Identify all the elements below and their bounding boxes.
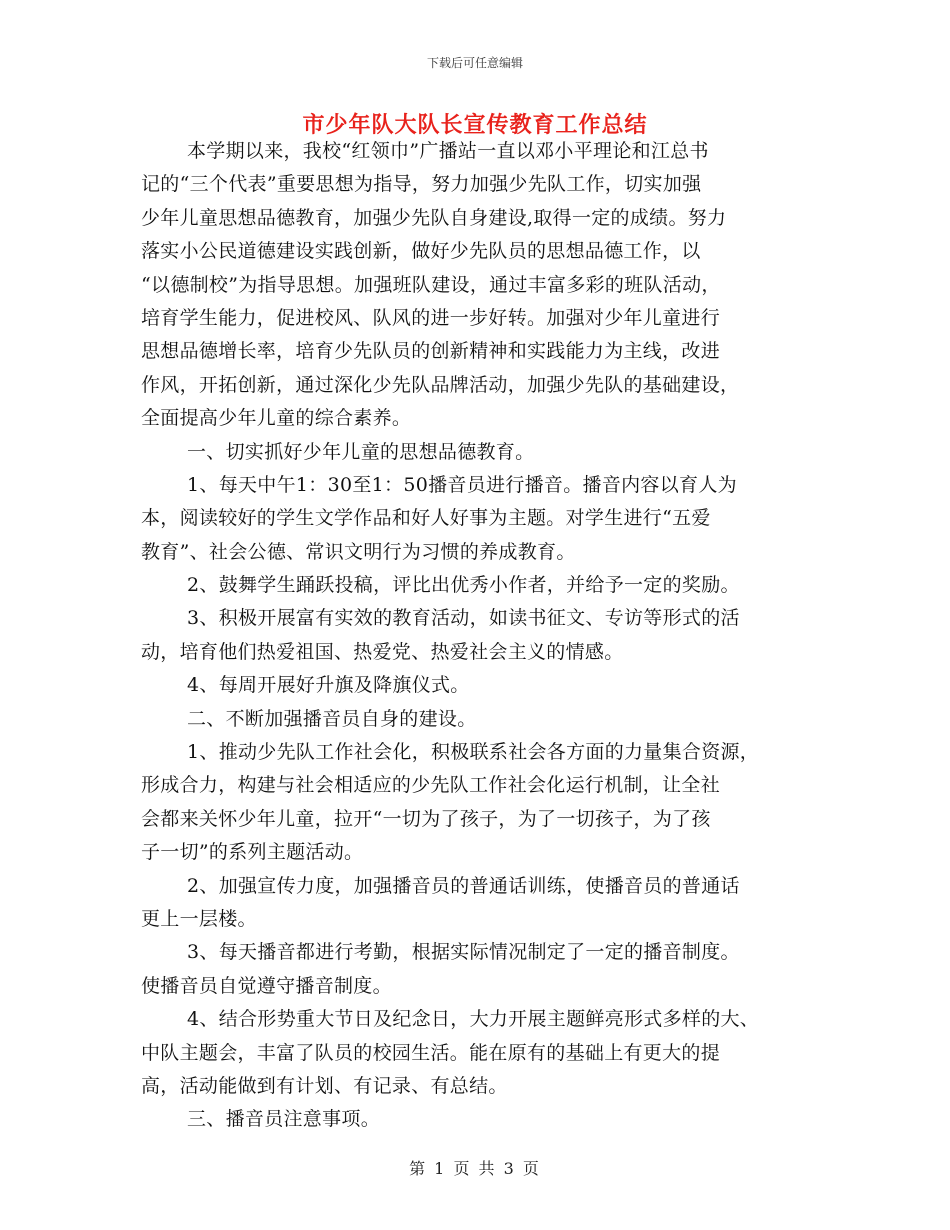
text-line: 形成合力，构建与社会相适应的少先队工作社会化运行机制，让全社 <box>141 774 721 797</box>
text-line: 二、不断加强播音员自身的建设。 <box>187 707 477 730</box>
text-line: “以德制校”为指导思想。加强班队建设，通过丰富多彩的班队活动， <box>141 273 721 296</box>
text-line: 1、每天中午1：30至1：50播音员进行播音。播音内容以育人为 <box>187 473 737 496</box>
page-footer: 第 1 页 共 3 页 <box>409 1159 541 1178</box>
text-line: 2、鼓舞学生踊跃投稿，评比出优秀小作者，并给予一定的奖励。 <box>187 574 740 597</box>
text-line: 三、播音员注意事项。 <box>187 1108 381 1131</box>
text-line: 4、每周开展好升旗及降旗仪式。 <box>187 674 470 697</box>
text-line: 思想品德增长率，培育少先队员的创新精神和实践能力为主线，改进 <box>141 340 721 363</box>
document-body <box>141 135 821 1137</box>
text-line: 动，培育他们热爱祖国、热爱党、热爱社会主义的情感。 <box>141 640 624 663</box>
text-line: 2、加强宣传力度，加强播音员的普通话训练，使播音员的普通话 <box>187 874 740 897</box>
header-note: 下载后可任意编辑 <box>426 56 523 70</box>
text-line: 更上一层楼。 <box>141 907 257 930</box>
text-line: 一、切实抓好少年儿童的思想品德教育。 <box>187 440 535 463</box>
text-line: 1、推动少先队工作社会化，积极联系社会各方面的力量集合资源， <box>187 741 760 764</box>
text-line: 本学期以来，我校“红领巾”广播站一直以邓小平理论和江总书 <box>187 140 709 162</box>
text-line: 落实小公民道德建设实践创新，做好少先队员的思想品德工作，以 <box>141 240 701 263</box>
text-line: 记的“三个代表”重要思想为指导，努力加强少先队工作，切实加强 <box>141 173 702 196</box>
text-line: 3、每天播音都进行考勤，根据实际情况制定了一定的播音制度。 <box>187 941 740 964</box>
text-line: 3、积极开展富有实效的教育活动，如读书征文、专访等形式的活 <box>187 607 740 630</box>
text-line: 使播音员自觉遵守播音制度。 <box>141 974 392 997</box>
text-line: 中队主题会，丰富了队员的校园生活。能在原有的基础上有更大的提 <box>141 1041 721 1064</box>
text-line: 作风，开拓创新，通过深化少先队品牌活动，加强少先队的基础建设， <box>141 373 740 396</box>
text-line: 高，活动能做到有计划、有记录、有总结。 <box>141 1074 508 1097</box>
text-line: 子一切”的系列主题活动。 <box>141 841 364 864</box>
text-line: 少年儿童思想品德教育，加强少先队自身建设,取得一定的成绩。努力 <box>141 206 727 229</box>
text-line: 会都来关怀少年儿童，拉开“一切为了孩子，为了一切孩子，为了孩 <box>141 807 711 830</box>
text-line: 本，阅读较好的学生文学作品和好人好事为主题。对学生进行“五爱 <box>141 507 711 530</box>
text-line: 4、结合形势重大节日及纪念日，大力开展主题鲜亮形式多样的大、 <box>187 1008 760 1031</box>
text-line: 教育”、社会公德、常识文明行为习惯的养成教育。 <box>141 540 576 563</box>
text-line: 全面提高少年儿童的综合素养。 <box>141 407 412 430</box>
document-title: 市少年队大队长宣传教育工作总结 <box>302 113 648 138</box>
text-line: 培育学生能力，促进校风、队风的进一步好转。加强对少年儿童进行 <box>141 306 721 329</box>
